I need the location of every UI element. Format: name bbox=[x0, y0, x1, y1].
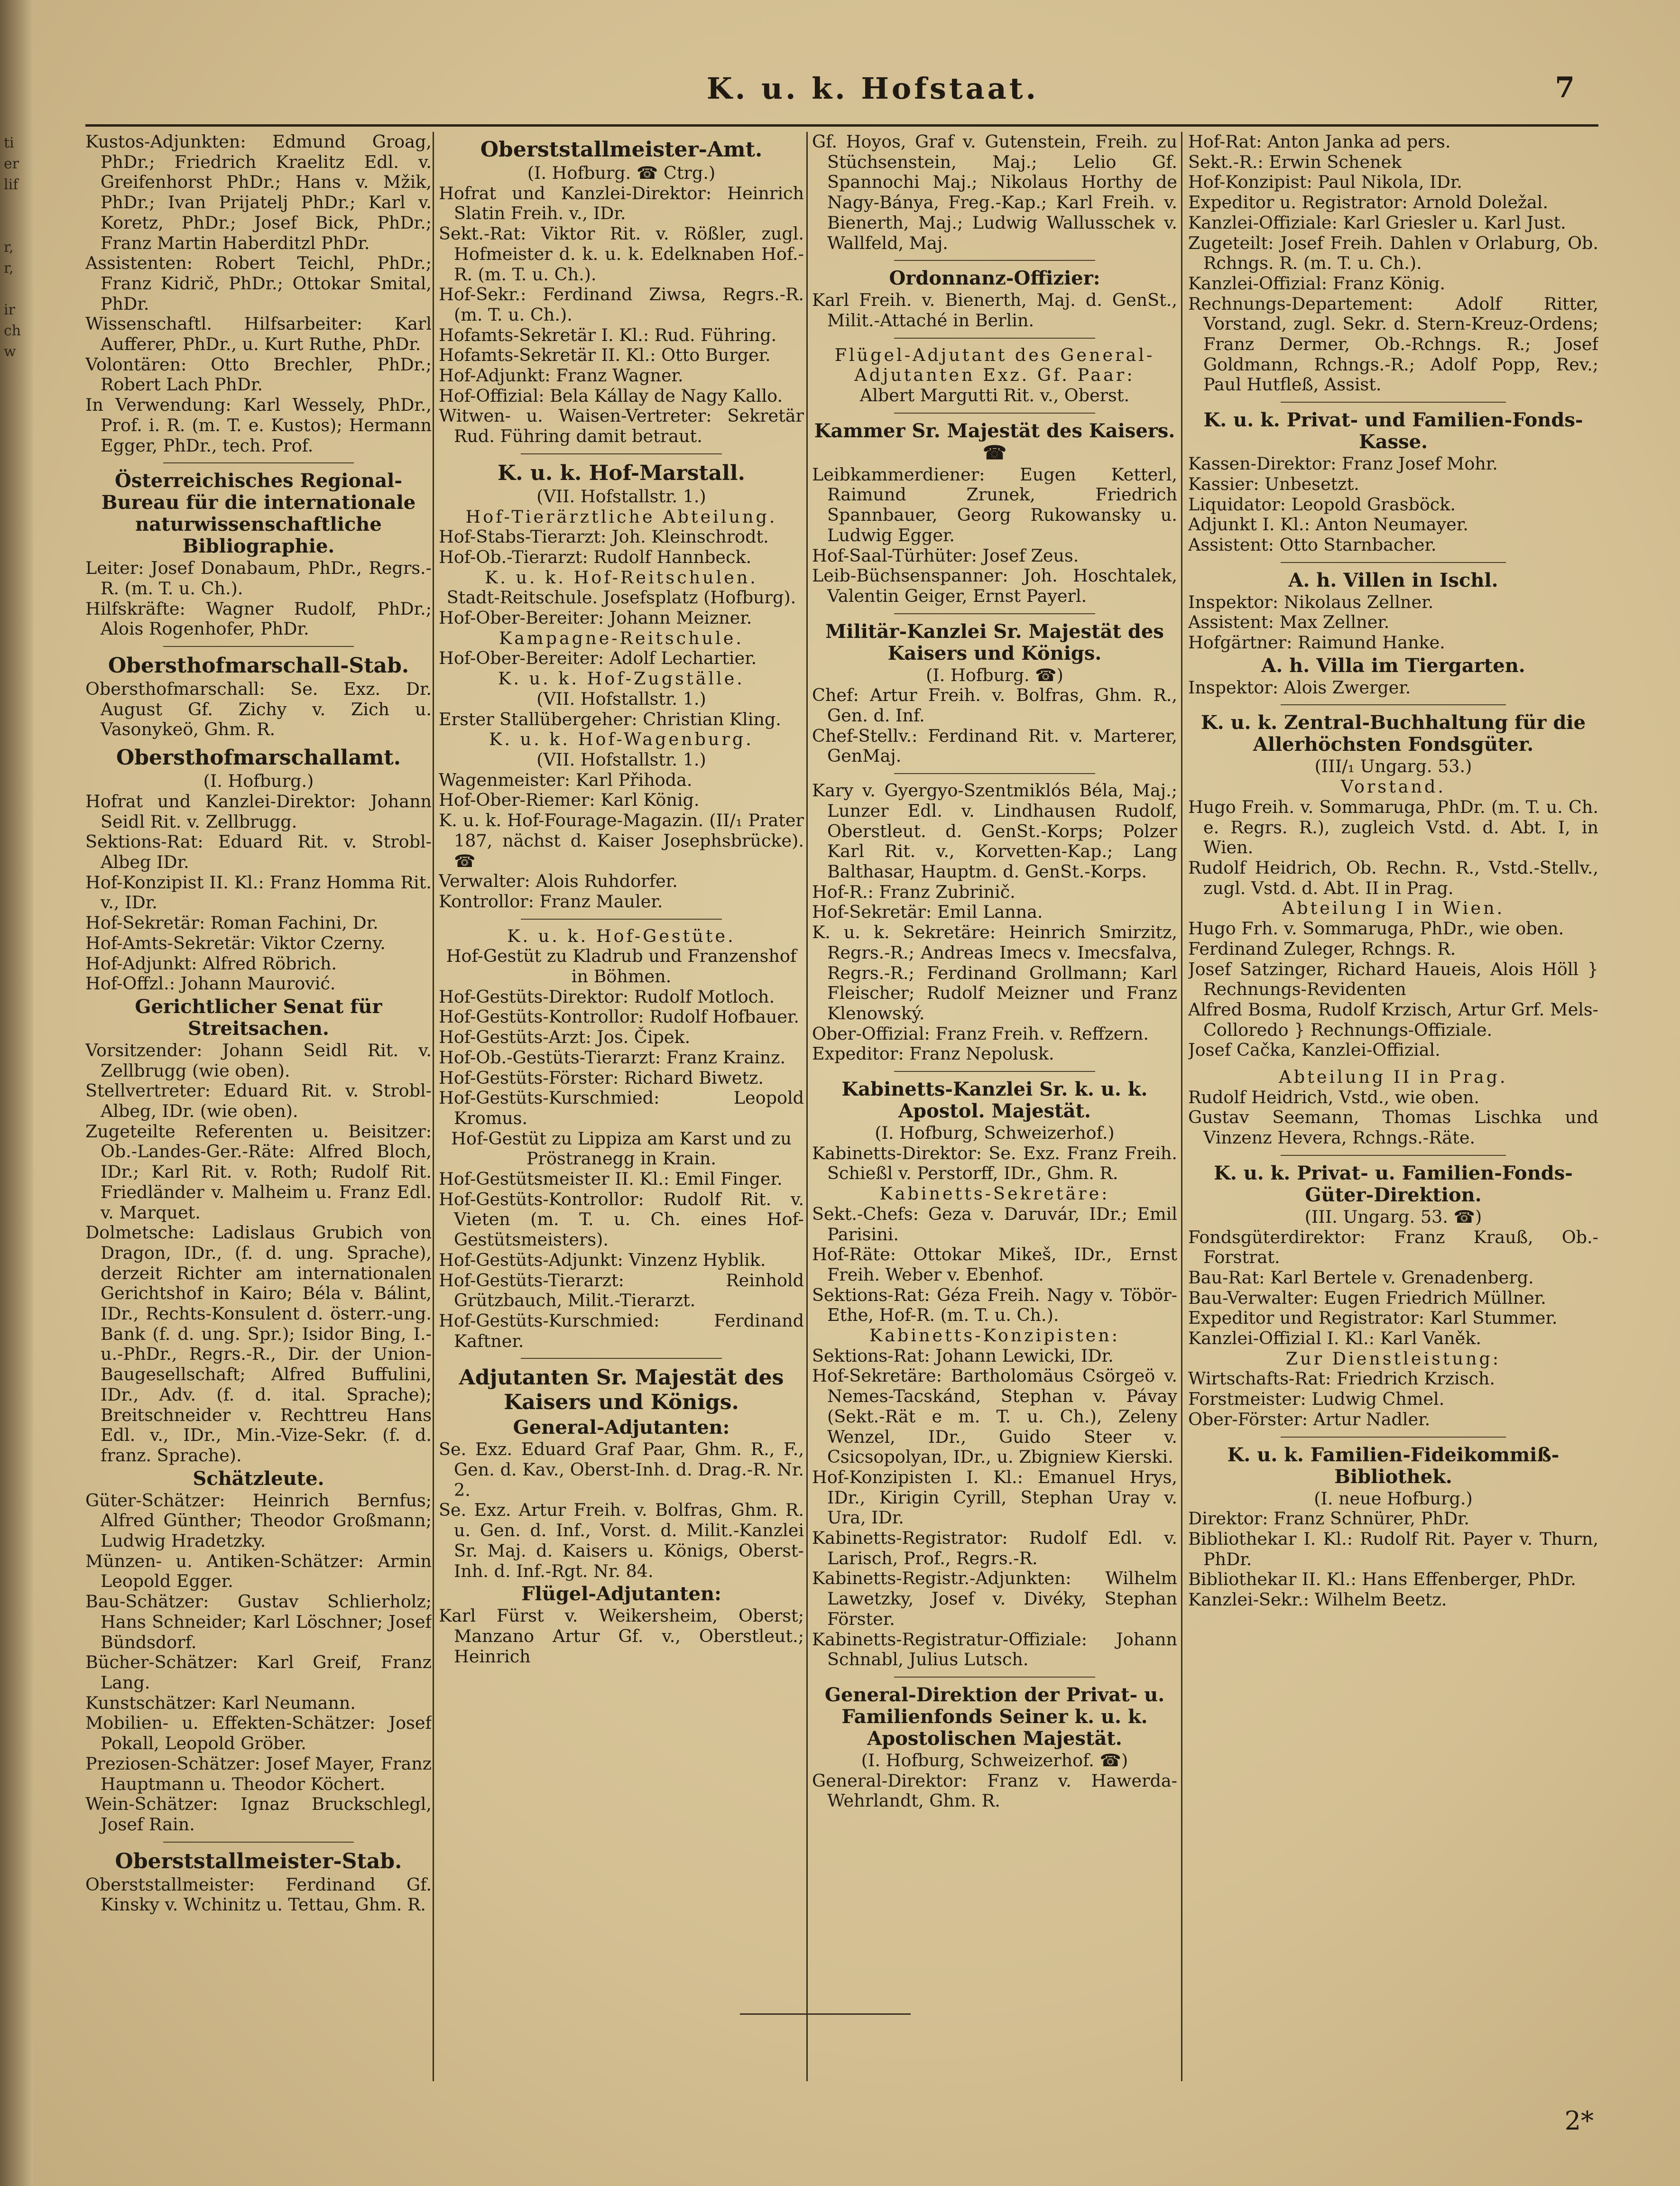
section-heading: Oberststallmeister-Amt. bbox=[480, 138, 763, 162]
directory-entry: Kustos-Adjunkten: Edmund Groag, PhDr.; Friedrich Kraelitz Edl. v. Greifenhorst PhDr.; Hans v. Mžik, PhDr.; Ivan Prijatelj PhDr.; Karl v. Koretz, PhDr.; Josef Bick, PhDr.; Franz Martin Haberditzl PhDr. bbox=[85, 132, 432, 253]
directory-entry: Dolmetsche: Ladislaus Grubich von Dragon, IDr., (f. d. ung. Sprache), derzeit Richter am internationalen Gerichtshof in Kairo; Béla v. Bálint, IDr., Rechts-Konsulent d. österr.-ung. Bank (f. d. ung. Spr.); Isidor Bing, I.-u.-PhDr., Regrs.-R., Dir. der Union-Baugesellschaft; Alfred Buffulini, IDr., Adv. (f. d. ital. Sprache); Breitschneider v. Rechttreu Hans Edl. v., IDr., Min.-Vize-Sekr. (f. d. franz. Sprache). bbox=[85, 1222, 432, 1466]
directory-entry: Bau-Verwalter: Eugen Friedrich Müllner. bbox=[1188, 1287, 1546, 1308]
section-subtitle: (I. Hofburg. ☎ Ctrg.) bbox=[527, 163, 716, 183]
section-heading: K. u. k. Privat- u. Familien-Fonds-Güter-Direktion. bbox=[1214, 1162, 1573, 1206]
directory-entry: Hof-Gestüts-Förster: Richard Biwetz. bbox=[439, 1067, 764, 1088]
section-subtitle: (I. Hofburg, Schweizerhof. ☎) bbox=[861, 1750, 1128, 1771]
section-heading: A. h. Villa im Tiergarten. bbox=[1261, 654, 1525, 677]
directory-entry: Hof-Gestüts-Direktor: Rudolf Motloch. bbox=[439, 986, 775, 1007]
directory-entry: Kunstschätzer: Karl Neumann. bbox=[85, 1692, 356, 1713]
directory-entry: Hofgärtner: Raimund Hanke. bbox=[1188, 632, 1445, 653]
separator-line bbox=[163, 646, 354, 647]
column-3 bbox=[812, 132, 1177, 2091]
directory-entry: Hof-Offizial: Bela Kállay de Nagy Kallo. bbox=[439, 385, 783, 406]
section-subtitle: (I. Hofburg, Schweizerhof.) bbox=[875, 1123, 1115, 1144]
section-heading: Militär-Kanzlei Sr. Majestät des Kaisers und Königs. bbox=[825, 620, 1164, 664]
directory-entry: Wagenmeister: Karl Přihoda. bbox=[439, 769, 692, 790]
gutter-fragment: ir bbox=[4, 302, 15, 318]
section-subtitle: Albert Margutti Rit. v., Oberst. bbox=[859, 385, 1130, 406]
directory-entry: Gustav Seemann, Thomas Lischka und Vinzenz Hevera, Rchngs.-Räte. bbox=[1188, 1107, 1598, 1148]
directory-entry: Leibkammerdiener: Eugen Ketterl, Raimund Zrunek, Friedrich Spannbauer, Georg Rukowansky u. Ludwig Egger. bbox=[812, 464, 1177, 545]
directory-entry: Chef-Stellv.: Ferdinand Rit. v. Marterer, GenMaj. bbox=[812, 725, 1177, 766]
directory-entry: Bibliothekar I. Kl.: Rudolf Rit. Payer v. Thurn, PhDr. bbox=[1188, 1528, 1598, 1569]
gutter-fragment: ti bbox=[4, 135, 14, 151]
directory-entry: Hof-Gestüts-Adjunkt: Vinzenz Hyblik. bbox=[439, 1249, 766, 1270]
directory-entry: Hof-Gestüts-Tierarzt: Reinhold Grützbauch, Milit.-Tierarzt. bbox=[439, 1270, 804, 1311]
directory-entry: Hof-Saal-Türhüter: Josef Zeus. bbox=[812, 545, 1079, 566]
directory-entry: Obersthofmarschall: Se. Exz. Dr. August Gf. Zichy v. Zich u. Vasonykeö, Ghm. R. bbox=[85, 679, 432, 740]
directory-entry: Hof-Gestütsmeister II. Kl.: Emil Finger. bbox=[439, 1169, 783, 1190]
directory-entry: Adjunkt I. Kl.: Anton Neumayer. bbox=[1188, 514, 1468, 535]
gutter-fragment bbox=[4, 279, 28, 300]
directory-entry: General-Direktor: Franz v. Hawerda-Wehrlandt, Ghm. R. bbox=[812, 1770, 1177, 1811]
directory-entry: Oberststallmeister: Ferdinand Gf. Kinsky v. Wchinitz u. Tettau, Ghm. R. bbox=[85, 1874, 432, 1915]
separator-line bbox=[894, 1677, 1095, 1678]
spacer bbox=[1188, 1061, 1598, 1067]
directory-entry: Verwalter: Alois Ruhdorfer. bbox=[439, 871, 678, 892]
spaced-heading: Hof-Tierärztliche Abteilung. bbox=[465, 506, 777, 527]
directory-entry: Sektions-Rat: Eduard Rit. v. Strobl-Albeg IDr. bbox=[85, 831, 432, 872]
spaced-heading: K. u. k. Hof-Wagenburg. bbox=[489, 729, 754, 750]
directory-entry: Hof-Sekretäre: Bartholomäus Csörgeö v. Nemes-Tacskánd, Stephan v. Pávay (Sekt.-Rät e m. T. u. Ch.), Zeleny Wenzel, IDr., Guido Steer v. Csicsopolyan, IDr., u. Zbigniew Kierski. bbox=[812, 1365, 1177, 1467]
directory-entry: Gf. Hoyos, Graf v. Gutenstein, Freih. zu Stüchsenstein, Maj.; Lelio Gf. Spannochi Maj.; Nikolaus Horthy de Nagy-Bánya, Freg.-Kap.; Karl Freih. v. Bienerth, Maj.; Ludwig Wallusschek v. Wallfeld, Maj. bbox=[812, 132, 1177, 253]
header-rule bbox=[85, 124, 1598, 127]
directory-entry: Hof-Ober-Bereiter: Johann Meizner. bbox=[439, 608, 752, 628]
section-subtitle: (I. Hofburg. ☎) bbox=[926, 664, 1063, 685]
section-heading: K. u. k. Zentral-Buchhaltung für die Allerhöchsten Fondsgüter. bbox=[1200, 711, 1586, 756]
gutter-fragment: lif bbox=[4, 176, 18, 193]
separator-line bbox=[521, 1358, 722, 1359]
directory-entry: Hof-Gestüts-Kontrollor: Rudolf Hofbauer. bbox=[439, 1006, 799, 1027]
directory-entry: Kanzlei-Offiziale: Karl Griesler u. Karl Just. bbox=[1188, 212, 1566, 233]
directory-entry: Josef Satzinger, Richard Haueis, Alois Höll } Rechnungs-Revidenten bbox=[1188, 959, 1598, 1000]
directory-entry: Kassen-Direktor: Franz Josef Mohr. bbox=[1188, 453, 1498, 474]
spaced-heading: Kampagne-Reitschule. bbox=[498, 627, 744, 648]
gutter-fragment: r, bbox=[4, 239, 14, 256]
directory-entry: Hof-Gestüts-Kurschmied: Leopold Kromus. bbox=[439, 1088, 804, 1128]
directory-entry: Bau-Rat: Karl Bertele v. Grenadenberg. bbox=[1188, 1267, 1534, 1288]
section-subtitle: Hof-Gestüt zu Lippiza am Karst und zu Pröstranegg in Krain. bbox=[451, 1128, 792, 1169]
section-heading: Oberststallmeister-Stab. bbox=[115, 1849, 402, 1873]
separator-line bbox=[1281, 562, 1506, 563]
directory-entry: Leib-Büchsenspanner: Joh. Hoschtalek, Valentin Geiger, Ernst Payerl. bbox=[812, 565, 1177, 606]
section-heading: Kammer Sr. Majestät des Kaisers. ☎ bbox=[814, 419, 1175, 464]
directory-entry: Hof-Adjunkt: Franz Wagner. bbox=[439, 365, 683, 386]
directory-entry: Expeditor: Franz Nepolusk. bbox=[812, 1043, 1054, 1064]
directory-entry: Hof-Konzipisten I. Kl.: Emanuel Hrys, IDr., Kirigin Cyrill, Stephan Uray v. Ura, IDr. bbox=[812, 1467, 1177, 1528]
section-subtitle: (III/₁ Ungarg. 53.) bbox=[1314, 756, 1472, 777]
directory-entry: Hof-Konzipist: Paul Nikola, IDr. bbox=[1188, 172, 1462, 193]
directory-entry: K. u. k. Sekretäre: Heinrich Smirzitz, Regrs.-R.; Andreas Imecs v. Imecsfalva, Regrs.-R.; Ferdinand Grollmann; Karl Fleischer; Rudolf Meizner und Franz Klenowský. bbox=[812, 922, 1177, 1024]
directory-entry: Karl Fürst v. Weikersheim, Oberst; Manzano Artur Gf. v., Oberstleut.; Heinrich bbox=[439, 1605, 804, 1667]
column-divider bbox=[806, 132, 808, 2081]
gutter-fragment bbox=[4, 404, 28, 425]
spaced-heading: Abteilung I in Wien. bbox=[1282, 898, 1505, 919]
directory-entry: Hof-Gestüts-Kontrollor: Rudolf Rit. v. Vieten (m. T. u. Ch. eines Hof-Gestütsmeisters). bbox=[439, 1189, 804, 1250]
directory-entry: Wissenschaftl. Hilfsarbeiter: Karl Aufferer, PhDr., u. Kurt Ruthe, PhDr. bbox=[85, 314, 432, 355]
directory-entry: Assistent: Max Zellner. bbox=[1188, 612, 1390, 633]
directory-entry: Alfred Bosma, Rudolf Krzisch, Artur Grf. Mels-Colloredo } Rechnungs-Offiziale. bbox=[1188, 999, 1598, 1040]
section-heading: Gerichtlicher Senat für Streitsachen. bbox=[135, 995, 382, 1040]
directory-entry: Hof-Stabs-Tierarzt: Joh. Kleinschrodt. bbox=[439, 526, 769, 547]
directory-entry: Hof-Sekretär: Roman Fachini, Dr. bbox=[85, 913, 378, 933]
directory-entry: Hof-Rat: Anton Janka ad pers. bbox=[1188, 132, 1451, 152]
directory-entry: Hofrat und Kanzlei-Direktor: Heinrich Slatin Freih. v., IDr. bbox=[439, 183, 804, 224]
directory-entry: Vorsitzender: Johann Seidl Rit. v. Zellbrugg (wie oben). bbox=[85, 1040, 432, 1081]
spaced-heading: Kabinetts-Konzipisten: bbox=[869, 1325, 1120, 1346]
section-subtitle: (III. Ungarg. 53. ☎) bbox=[1304, 1206, 1482, 1227]
directory-entry: Hugo Freih. v. Sommaruga, PhDr. (m. T. u. Ch. e. Regrs. R.), zugleich Vstd. d. Abt. I, in Wien. bbox=[1188, 796, 1598, 858]
directory-entry: Ober-Offizial: Franz Freih. v. Reffzern. bbox=[812, 1023, 1149, 1044]
gutter-fragment: w bbox=[4, 343, 16, 360]
section-heading: General-Direktion der Privat- u. Familienfonds Seiner k. u. k. Apostolischen Majestät. bbox=[824, 1684, 1165, 1750]
section-heading: K. u. k. Privat- und Familien-Fonds-Kasse. bbox=[1203, 409, 1583, 453]
separator-line bbox=[894, 613, 1095, 614]
directory-entry: Kanzlei-Offizial: Franz König. bbox=[1188, 273, 1446, 294]
spaced-heading: Flügel-Adjutant des General-Adjutanten Exz. Gf. Paar: bbox=[834, 344, 1155, 386]
directory-entry: Hof-Sekr.: Ferdinand Ziwsa, Regrs.-R. (m. T. u. Ch.). bbox=[439, 284, 804, 325]
directory-entry: Erster Stallübergeher: Christian Kling. bbox=[439, 709, 781, 729]
directory-entry: Inspektor: Nikolaus Zellner. bbox=[1188, 591, 1434, 612]
directory-entry: Kabinetts-Registr.-Adjunkten: Wilhelm Lawetzky, Josef v. Divéky, Stephan Förster. bbox=[812, 1568, 1177, 1629]
directory-entry: Inspektor: Alois Zwerger. bbox=[1188, 677, 1411, 698]
spaced-heading: Kabinetts-Sekretäre: bbox=[879, 1183, 1110, 1204]
directory-entry: Hofamts-Sekretär II. Kl.: Otto Burger. bbox=[439, 345, 771, 366]
directory-entry: Sektions-Rat: Johann Lewicki, IDr. bbox=[812, 1345, 1114, 1366]
directory-entry: Sekt.-R.: Erwin Schenek bbox=[1188, 151, 1402, 172]
directory-entry: Hof-Ober-Bereiter: Adolf Lechartier. bbox=[439, 648, 757, 669]
directory-entry: Hof-Ober-Riemer: Karl König. bbox=[439, 790, 700, 811]
separator-line bbox=[163, 462, 354, 463]
directory-entry: Bibliothekar II. Kl.: Hans Effenberger, PhDr. bbox=[1188, 1569, 1576, 1590]
directory-entry: Zugeteilt: Josef Freih. Dahlen v Orlaburg, Ob. Rchngs. R. (m. T. u. Ch.). bbox=[1188, 232, 1598, 274]
directory-entry: Liquidator: Leopold Grasböck. bbox=[1188, 494, 1456, 515]
directory-entry: Ferdinand Zuleger, Rchngs. R. bbox=[1188, 938, 1456, 959]
directory-entry: Wein-Schätzer: Ignaz Bruckschlegl, Josef Rain. bbox=[85, 1794, 432, 1835]
directory-entry: Kabinetts-Direktor: Se. Exz. Franz Freih. Schießl v. Perstorff, IDr., Ghm. R. bbox=[812, 1143, 1177, 1184]
directory-entry: Güter-Schätzer: Heinrich Bernfus; Alfred Günther; Theodor Großmann; Ludwig Hradetzky. bbox=[85, 1490, 432, 1551]
bottom-rule bbox=[740, 2013, 911, 2015]
directory-entry: Kanzlei-Offizial I. Kl.: Karl Vaněk. bbox=[1188, 1328, 1481, 1349]
spaced-heading: Vorstand. bbox=[1340, 776, 1446, 797]
spaced-heading: K. u. k. Hof-Reitschulen. bbox=[485, 567, 758, 588]
directory-entry: Hof-Konzipist II. Kl.: Franz Homma Rit. v., IDr. bbox=[85, 872, 432, 913]
section-heading: K. u. k. Hof-Marstall. bbox=[498, 461, 745, 485]
directory-entry: Kassier: Unbesetzt. bbox=[1188, 473, 1359, 494]
separator-line bbox=[1281, 1437, 1506, 1438]
separator-line bbox=[894, 413, 1095, 414]
directory-entry: Sekt.-Chefs: Geza v. Daruvár, IDr.; Emil Parisini. bbox=[812, 1203, 1177, 1245]
directory-entry: Fondsgüterdirektor: Franz Krauß, Ob.-Forstrat. bbox=[1188, 1227, 1598, 1268]
section-heading: Obersthofmarschall-Stab. bbox=[108, 654, 409, 678]
separator-line bbox=[894, 260, 1095, 261]
separator-line bbox=[1281, 402, 1506, 403]
gutter-fragment: ch bbox=[4, 323, 21, 339]
page-title: K. u. k. Hofstaat. bbox=[706, 71, 1039, 106]
section-heading: Ordonnanz-Offizier: bbox=[889, 267, 1100, 290]
directory-entry: Münzen- u. Antiken-Schätzer: Armin Leopold Egger. bbox=[85, 1550, 432, 1592]
directory-entry: Expeditor und Registrator: Karl Stummer. bbox=[1188, 1308, 1558, 1328]
directory-entry: Stellvertreter: Eduard Rit. v. Strobl-Albeg, IDr. (wie oben). bbox=[85, 1080, 432, 1122]
separator-line bbox=[1281, 1155, 1506, 1156]
section-subtitle: (VII. Hofstallstr. 1.) bbox=[536, 688, 706, 709]
directory-entry: Karl Freih. v. Bienerth, Maj. d. GenSt., Milit.-Attaché in Berlin. bbox=[812, 290, 1177, 331]
directory-entry: Sektions-Rat: Géza Freih. Nagy v. Töbör-Ethe, Hof-R. (m. T. u. Ch.). bbox=[812, 1284, 1177, 1326]
spaced-heading: K. u. k. Hof-Gestüte. bbox=[507, 925, 736, 946]
left-page-gutter bbox=[0, 0, 33, 2186]
signature-mark: 2* bbox=[1564, 2106, 1594, 2136]
directory-entry: Hugo Frh. v. Sommaruga, PhDr., wie oben. bbox=[1188, 918, 1564, 939]
directory-entry: Rudolf Heidrich, Ob. Rechn. R., Vstd.-Stellv., zugl. Vstd. d. Abt. II in Prag. bbox=[1188, 857, 1598, 898]
directory-entry: Se. Exz. Eduard Graf Paar, Ghm. R., F., Gen. d. Kav., Oberst-Inh. d. Drag.-R. Nr. 2. bbox=[439, 1439, 804, 1500]
gutter-fragment bbox=[4, 195, 28, 216]
section-subtitle: (VII. Hofstallstr. 1.) bbox=[536, 749, 706, 770]
directory-entry: Hof-Offzl.: Johann Maurović. bbox=[85, 973, 336, 994]
section-subtitle: (I. neue Hofburg.) bbox=[1314, 1488, 1473, 1509]
section-heading: A. h. Villen in Ischl. bbox=[1288, 569, 1498, 591]
directory-entry: Hof-Gestüts-Kurschmied: Ferdinand Kaftner. bbox=[439, 1310, 804, 1351]
directory-entry: Hof-Amts-Sekretär: Viktor Czerny. bbox=[85, 932, 386, 953]
directory-entry: Assistenten: Robert Teichl, PhDr.; Franz Kidrič, PhDr.; Ottokar Smital, PhDr. bbox=[85, 253, 432, 314]
section-subtitle: Hof-Gestüt zu Kladrub und Franzenshof in Böhmen. bbox=[446, 946, 797, 987]
column-1 bbox=[85, 132, 432, 2091]
directory-entry: Zugeteilte Referenten u. Beisitzer: Ob.-Landes-Ger.-Räte: Alfred Bloch, IDr.; Karl Rit. v. Roth; Rudolf Rit. Friedländer v. Malheim u. Franz Edl. v. Marquet. bbox=[85, 1121, 432, 1223]
directory-entry: Expeditor u. Registrator: Arnold Doležal. bbox=[1188, 192, 1549, 213]
spaced-heading: Zur Dienstleistung: bbox=[1285, 1348, 1501, 1369]
directory-entry: Direktor: Franz Schnürer, PhDr. bbox=[1188, 1508, 1470, 1529]
directory-entry: Assistent: Otto Starnbacher. bbox=[1188, 534, 1437, 555]
gutter-fragment bbox=[4, 216, 28, 237]
section-heading: Obersthofmarschallamt. bbox=[116, 746, 401, 770]
separator-line bbox=[894, 773, 1095, 774]
directory-entry: Mobilien- u. Effekten-Schätzer: Josef Pokall, Leopold Gröber. bbox=[85, 1713, 432, 1754]
directory-entry: Leiter: Josef Donabaum, PhDr., Regrs.-R. (m. T. u. Ch.). bbox=[85, 558, 432, 599]
directory-entry: Hofamts-Sekretär I. Kl.: Rud. Führing. bbox=[439, 324, 777, 345]
directory-entry: Kabinetts-Registrator: Rudolf Edl. v. Larisch, Prof., Regrs.-R. bbox=[812, 1528, 1177, 1568]
directory-entry: Se. Exz. Artur Freih. v. Bolfras, Ghm. R. u. Gen. d. Inf., Vorst. d. Milit.-Kanzlei Sr. Maj. d. Kaisers u. Königs, Oberst-Inh. d. Inf.-Rgt. Nr. 84. bbox=[439, 1500, 804, 1581]
column-divider bbox=[1181, 132, 1182, 2081]
directory-entry: Wirtschafts-Rat: Friedrich Krzisch. bbox=[1188, 1368, 1495, 1389]
directory-entry: K. u. k. Hof-Fourage-Magazin. (II/₁ Prater 187, nächst d. Kaiser Josephsbrücke). ☎ bbox=[439, 810, 804, 871]
section-heading: K. u. k. Familien-Fideikommiß-Bibliothek. bbox=[1227, 1443, 1560, 1488]
spaced-heading: K. u. k. Hof-Zugställe. bbox=[498, 668, 745, 689]
directory-entry: Hof-Räte: Ottokar Mikeš, IDr., Ernst Freih. Weber v. Ebenhof. bbox=[812, 1244, 1177, 1285]
separator-line bbox=[1281, 704, 1506, 705]
section-heading: Schätzleute. bbox=[193, 1467, 324, 1490]
separator-line bbox=[894, 338, 1095, 339]
directory-entry: Bau-Schätzer: Gustav Schlierholz; Hans Schneider; Karl Löschner; Josef Bündsdorf. bbox=[85, 1591, 432, 1652]
directory-entry: Forstmeister: Ludwig Chmel. bbox=[1188, 1389, 1445, 1410]
directory-entry: Chef: Artur Freih. v. Bolfras, Ghm. R., Gen. d. Inf. bbox=[812, 685, 1177, 726]
column-4 bbox=[1188, 132, 1598, 2091]
separator-line bbox=[163, 1842, 354, 1843]
section-heading: Flügel-Adjutanten: bbox=[521, 1583, 721, 1605]
directory-entry: Kontrollor: Franz Mauler. bbox=[439, 891, 663, 912]
directory-entry: Volontären: Otto Brechler, PhDr.; Robert Lach PhDr. bbox=[85, 354, 432, 395]
section-heading: Kabinetts-Kanzlei Sr. k. u. k. Apostol. Majestät. bbox=[841, 1078, 1148, 1123]
separator-line bbox=[521, 919, 722, 920]
section-subtitle: Stadt-Reitschule. Josefsplatz (Hofburg). bbox=[446, 587, 796, 608]
directory-entry: Preziosen-Schätzer: Josef Mayer, Franz Hauptmann u. Theodor Köchert. bbox=[85, 1753, 432, 1794]
column-divider bbox=[433, 132, 434, 2081]
separator-line bbox=[894, 1071, 1095, 1072]
gutter-fragment: r, bbox=[4, 260, 14, 277]
column-2 bbox=[439, 132, 804, 2091]
directory-entry: Hof-Adjunkt: Alfred Röbrich. bbox=[85, 953, 337, 974]
directory-entry: Josef Cačka, Kanzlei-Offizial. bbox=[1188, 1040, 1440, 1061]
directory-entry: Sekt.-Rat: Viktor Rit. v. Rößler, zugl. Hofmeister d. k. u. k. Edelknaben Hof.-R. (m. T. u. Ch.). bbox=[439, 223, 804, 285]
directory-entry: Kary v. Gyergyo-Szentmiklós Béla, Maj.; Lunzer Edl. v. Lindhausen Rudolf, Oberstleut. d. GenSt.-Korps; Polzer Karl Rit. v., Korvetten-Kap.; Lang Balthasar, Hauptm. d. GenSt.-Korps. bbox=[812, 780, 1177, 882]
directory-entry: Hof-R.: Franz Zubrinič. bbox=[812, 881, 1015, 902]
directory-entry: Hof-Gestüts-Arzt: Jos. Čipek. bbox=[439, 1027, 691, 1048]
directory-entry: Ober-Förster: Artur Nadler. bbox=[1188, 1409, 1431, 1430]
page-number: 7 bbox=[1555, 71, 1575, 104]
separator-line bbox=[521, 453, 722, 454]
gutter-fragment: er bbox=[4, 156, 19, 172]
directory-entry: Rechnungs-Departement: Adolf Ritter, Vorstand, zugl. Sekr. d. Stern-Kreuz-Ordens; Franz Dermer, Ob.-Rchngs. R.; Josef Goldmann, Rchngs.-R.; Adolf Popp, Rev.; Paul Hutfleß, Assist. bbox=[1188, 293, 1598, 395]
section-heading: General-Adjutanten: bbox=[513, 1416, 730, 1439]
spaced-heading: Abteilung II in Prag. bbox=[1279, 1067, 1508, 1088]
section-subtitle: (I. Hofburg.) bbox=[203, 771, 314, 792]
directory-entry: Witwen- u. Waisen-Vertreter: Sekretär Rud. Führing damit betraut. bbox=[439, 406, 804, 447]
directory-entry: Kanzlei-Sekr.: Wilhelm Beetz. bbox=[1188, 1589, 1447, 1610]
directory-entry: Kabinetts-Registratur-Offiziale: Johann Schnabl, Julius Lutsch. bbox=[812, 1629, 1177, 1670]
directory-entry: Hof-Ob.-Tierarzt: Rudolf Hannbeck. bbox=[439, 546, 752, 567]
directory-entry: In Verwendung: Karl Wessely, PhDr., Prof. i. R. (m. T. e. Kustos); Hermann Egger, PhDr., tech. Prof. bbox=[85, 395, 432, 456]
directory-entry: Rudolf Heidrich, Vstd., wie oben. bbox=[1188, 1087, 1479, 1107]
directory-entry: Hofrat und Kanzlei-Direktor: Johann Seidl Rit. v. Zellbrugg. bbox=[85, 791, 432, 832]
section-subtitle: (VII. Hofstallstr. 1.) bbox=[536, 486, 706, 507]
section-heading: Österreichisches Regional-Bureau für die internationale naturwissenschaftliche Bibliographie. bbox=[101, 470, 416, 558]
directory-entry: Hof-Sekretär: Emil Lanna. bbox=[812, 902, 1043, 922]
gutter-fragment bbox=[4, 383, 28, 404]
section-heading: Adjutanten Sr. Majestät des Kaisers und Königs. bbox=[459, 1365, 784, 1415]
directory-entry: Hilfskräfte: Wagner Rudolf, PhDr.; Alois Rogenhofer, PhDr. bbox=[85, 598, 432, 639]
gutter-fragment bbox=[4, 362, 28, 383]
gutter-fragments bbox=[4, 133, 28, 425]
directory-entry: Hof-Ob.-Gestüts-Tierarzt: Franz Krainz. bbox=[439, 1047, 786, 1068]
directory-entry: Bücher-Schätzer: Karl Greif, Franz Lang. bbox=[85, 1652, 432, 1693]
